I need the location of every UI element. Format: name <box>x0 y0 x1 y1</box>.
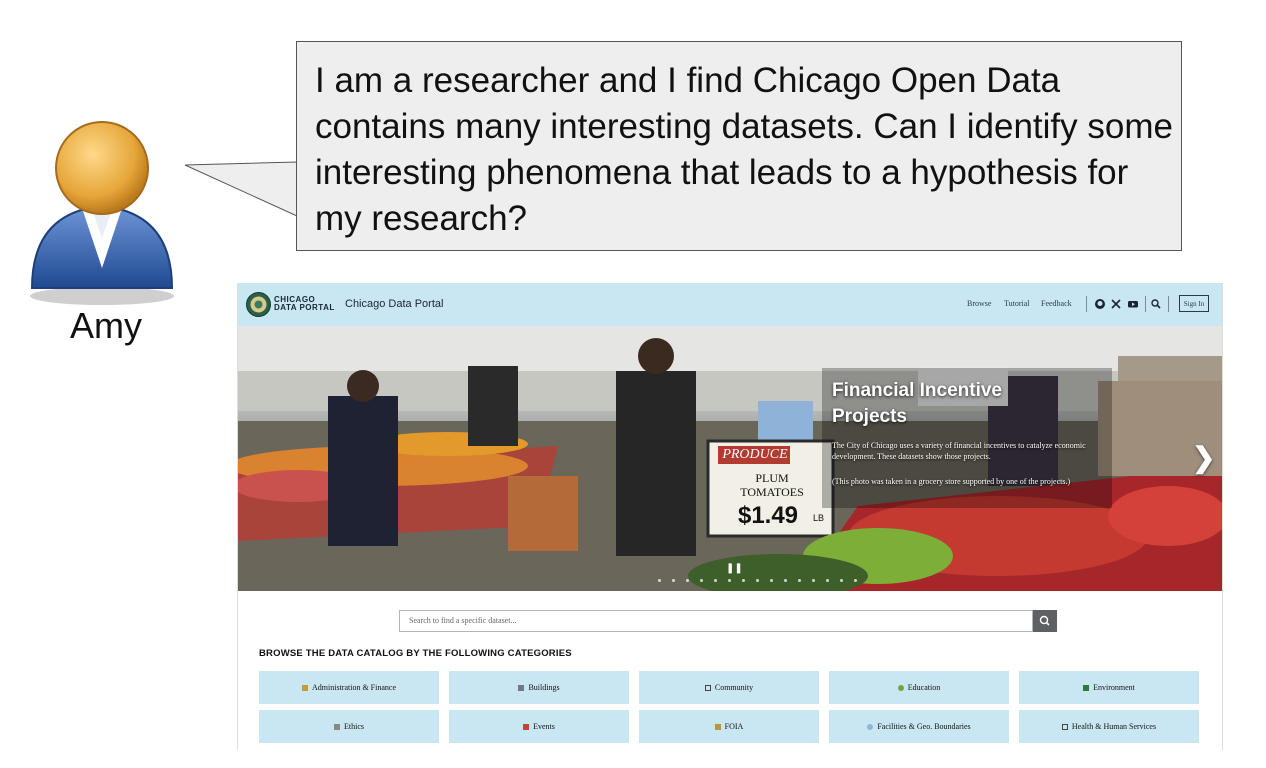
github-icon[interactable] <box>1094 298 1106 310</box>
user-avatar-icon <box>22 118 182 308</box>
carousel-dot[interactable] <box>770 579 773 582</box>
globe-icon <box>867 724 873 730</box>
category-events[interactable] <box>449 710 629 743</box>
category-label: FOIA <box>724 722 744 731</box>
search-icon <box>1033 610 1057 632</box>
nav-browse[interactable]: Browse <box>967 299 992 308</box>
portal-header <box>238 283 1222 326</box>
sign-plum: PLUM <box>755 471 789 485</box>
persona-name: Amy <box>70 305 142 346</box>
category-environment[interactable] <box>1019 671 1199 704</box>
youtube-icon[interactable] <box>1127 298 1139 310</box>
dataset-search-input[interactable]: Search to find a specific dataset... <box>399 610 1033 632</box>
sign-unit: LB <box>813 513 825 523</box>
portal-title[interactable]: Chicago Data Portal <box>345 298 444 310</box>
category-ethics[interactable] <box>259 710 439 743</box>
speech-bubble-tail <box>185 160 299 220</box>
category-administration-finance[interactable] <box>259 671 439 704</box>
building-icon <box>518 685 524 691</box>
search-icon[interactable] <box>1150 298 1162 310</box>
produce-price-sign <box>708 441 838 541</box>
apple-icon <box>898 685 904 691</box>
category-label: Education <box>907 683 941 692</box>
health-icon <box>1062 724 1068 730</box>
category-label: Health & Human Services <box>1071 722 1157 731</box>
portal-logo-text[interactable] <box>274 296 354 312</box>
speech-text: I am a researcher and I find Chicago Open Data contains many interesting datasets. Can I identify some interesting phenomena that leads to a hypothesis for my research? <box>315 61 1173 238</box>
nav-tutorial[interactable]: Tutorial <box>1004 299 1030 308</box>
nav-feedback[interactable]: Feedback <box>1041 299 1072 308</box>
carousel-dot[interactable] <box>742 579 745 582</box>
category-foia[interactable] <box>639 710 819 743</box>
nav-divider <box>1086 296 1087 312</box>
category-label: Ethics <box>344 722 364 731</box>
category-education[interactable] <box>829 671 1009 704</box>
category-label: Facilities & Geo. Boundaries <box>877 722 971 731</box>
logo-line-2: DATA PORTAL <box>274 303 335 312</box>
nav-divider <box>1168 296 1169 312</box>
logo-line-1: CHICAGO <box>274 295 316 304</box>
carousel-dot[interactable] <box>700 579 703 582</box>
carousel-dot[interactable] <box>854 579 857 582</box>
carousel-next-icon[interactable]: ❯ <box>1192 442 1216 473</box>
category-label: Events <box>533 722 555 731</box>
category-buildings[interactable] <box>449 671 629 704</box>
tree-icon <box>1083 685 1089 691</box>
city-seal-icon[interactable] <box>246 292 271 317</box>
sign-price: $1.49 <box>737 502 799 529</box>
hero-title[interactable]: Financial Incentive Projects <box>832 380 1002 427</box>
hero-carousel <box>238 326 1222 591</box>
data-portal-screenshot <box>237 283 1223 750</box>
sign-produce: PRODUCE <box>722 447 788 462</box>
category-health-human-services[interactable] <box>1019 710 1199 743</box>
carousel-dot[interactable] <box>826 579 829 582</box>
carousel-dot[interactable] <box>812 579 815 582</box>
carousel-dot[interactable] <box>686 579 689 582</box>
carousel-dot[interactable] <box>714 579 717 582</box>
category-community[interactable] <box>639 671 819 704</box>
speech-bubble <box>296 41 1182 251</box>
carousel-dot[interactable] <box>672 579 675 582</box>
hero-photo-note: (This photo was taken in a grocery store supported by one of the projects.) <box>832 477 1071 486</box>
carousel-dot[interactable] <box>798 579 801 582</box>
category-label: Buildings <box>528 683 560 692</box>
category-label: Community <box>714 683 754 692</box>
carousel-dot[interactable] <box>784 579 787 582</box>
carousel-indicators <box>658 579 857 582</box>
carousel-pause-icon[interactable]: ❚❚ <box>726 563 743 574</box>
sign-tomatoes: TOMATOES <box>740 485 804 499</box>
carousel-dot[interactable] <box>658 579 661 582</box>
calendar-icon <box>523 724 529 730</box>
government-building-icon <box>715 724 721 730</box>
search-button[interactable] <box>1033 610 1057 632</box>
carousel-dot[interactable] <box>728 579 731 582</box>
money-bag-icon <box>302 685 308 691</box>
hero-description: The City of Chicago uses a variety of financial incentives to catalyze economic development. These datasets show those projects. <box>832 441 1086 461</box>
category-label: Environment <box>1093 683 1135 692</box>
sign-in-button[interactable]: Sign In <box>1179 295 1209 312</box>
category-facilities-boundaries[interactable] <box>829 710 1009 743</box>
categories-heading: BROWSE THE DATA CATALOG BY THE FOLLOWING CATEGORIES <box>259 648 572 659</box>
carousel-dot[interactable] <box>756 579 759 582</box>
category-label: Administration & Finance <box>312 683 396 692</box>
x-twitter-icon[interactable] <box>1110 298 1122 310</box>
community-icon <box>705 685 711 691</box>
scales-icon <box>334 724 340 730</box>
carousel-dot[interactable] <box>840 579 843 582</box>
nav-divider <box>1145 296 1146 312</box>
